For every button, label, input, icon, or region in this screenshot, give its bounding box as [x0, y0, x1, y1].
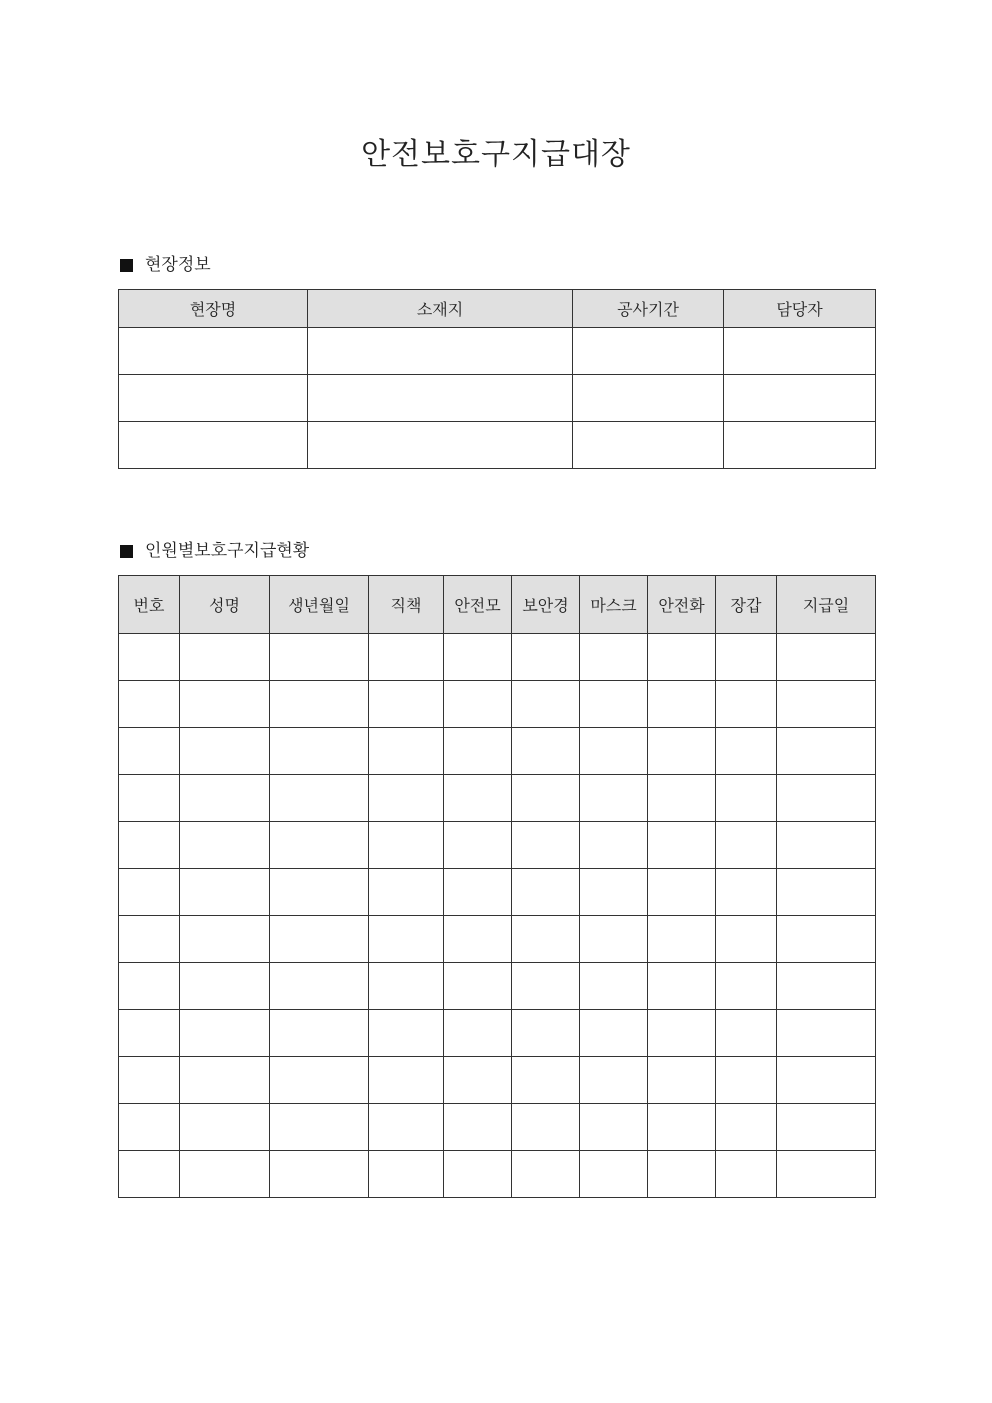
- table-row: [119, 916, 876, 963]
- table-cell[interactable]: [369, 963, 444, 1010]
- table-cell[interactable]: [119, 869, 180, 916]
- table-cell[interactable]: [580, 916, 648, 963]
- black-square-icon: [120, 545, 133, 558]
- table-cell[interactable]: [777, 775, 876, 822]
- table-cell[interactable]: [580, 1104, 648, 1151]
- table-cell[interactable]: [444, 1057, 512, 1104]
- table-row: [119, 422, 876, 469]
- table-row: [119, 375, 876, 422]
- table-cell[interactable]: [648, 681, 716, 728]
- table-cell[interactable]: [270, 1104, 369, 1151]
- table-cell[interactable]: [716, 1151, 777, 1198]
- table-cell[interactable]: [580, 775, 648, 822]
- column-header-safety-goggles: 보안경: [512, 576, 580, 634]
- table-cell[interactable]: [119, 1104, 180, 1151]
- column-header-position: 직책: [369, 576, 444, 634]
- table-cell[interactable]: [369, 634, 444, 681]
- staff-issuance-header-row: [119, 576, 876, 634]
- column-header-gloves: 장갑: [716, 576, 777, 634]
- column-header-number: 번호: [119, 576, 180, 634]
- table-cell[interactable]: [180, 963, 270, 1010]
- table-cell[interactable]: [369, 681, 444, 728]
- table-cell[interactable]: [270, 1057, 369, 1104]
- table-cell[interactable]: [119, 634, 180, 681]
- table-cell[interactable]: [648, 1010, 716, 1057]
- table-cell[interactable]: [777, 1057, 876, 1104]
- table-cell[interactable]: [180, 869, 270, 916]
- table-cell[interactable]: [444, 869, 512, 916]
- table-cell[interactable]: [308, 328, 573, 375]
- table-cell[interactable]: [777, 1010, 876, 1057]
- table-cell[interactable]: [648, 1151, 716, 1198]
- table-cell[interactable]: [512, 822, 580, 869]
- site-info-heading: [120, 253, 211, 277]
- table-cell[interactable]: [512, 1010, 580, 1057]
- table-cell[interactable]: [777, 916, 876, 963]
- table-cell[interactable]: [270, 822, 369, 869]
- table-cell[interactable]: [308, 422, 573, 469]
- table-cell[interactable]: [180, 634, 270, 681]
- table-cell[interactable]: [580, 963, 648, 1010]
- table-cell[interactable]: [580, 1057, 648, 1104]
- table-cell[interactable]: [180, 1010, 270, 1057]
- table-cell[interactable]: [777, 1151, 876, 1198]
- table-row: [119, 1057, 876, 1104]
- table-cell[interactable]: [369, 822, 444, 869]
- table-cell[interactable]: [580, 822, 648, 869]
- table-cell[interactable]: [512, 916, 580, 963]
- table-cell[interactable]: [512, 963, 580, 1010]
- table-row: [119, 1151, 876, 1198]
- table-cell[interactable]: [270, 728, 369, 775]
- table-cell[interactable]: [777, 1104, 876, 1151]
- column-header-safety-helmet: 안전모: [444, 576, 512, 634]
- table-cell[interactable]: [369, 1151, 444, 1198]
- column-header-location: 소재지: [308, 290, 573, 328]
- table-cell[interactable]: [716, 775, 777, 822]
- table-cell[interactable]: [180, 681, 270, 728]
- table-cell[interactable]: [444, 916, 512, 963]
- table-cell[interactable]: [369, 916, 444, 963]
- table-row: [119, 634, 876, 681]
- staff-issuance-heading: [120, 539, 309, 563]
- staff-issuance-heading-text: 인원별보호구지급현황: [145, 541, 310, 561]
- column-header-manager: 담당자: [724, 290, 876, 328]
- table-cell[interactable]: [119, 963, 180, 1010]
- column-header-birthdate: 생년월일: [270, 576, 369, 634]
- table-cell[interactable]: [716, 869, 777, 916]
- table-cell[interactable]: [512, 634, 580, 681]
- table-cell[interactable]: [580, 634, 648, 681]
- table-row: [119, 681, 876, 728]
- table-cell[interactable]: [444, 822, 512, 869]
- table-cell[interactable]: [444, 681, 512, 728]
- column-header-issue-date: 지급일: [777, 576, 876, 634]
- table-cell[interactable]: [573, 422, 724, 469]
- table-cell[interactable]: [777, 963, 876, 1010]
- table-cell[interactable]: [512, 775, 580, 822]
- table-cell[interactable]: [716, 963, 777, 1010]
- site-info-table: [118, 289, 876, 469]
- table-cell[interactable]: [648, 1057, 716, 1104]
- table-cell[interactable]: [369, 869, 444, 916]
- table-cell[interactable]: [270, 681, 369, 728]
- table-cell[interactable]: [716, 681, 777, 728]
- table-cell[interactable]: [580, 1151, 648, 1198]
- table-cell[interactable]: [369, 1104, 444, 1151]
- table-cell[interactable]: [777, 681, 876, 728]
- table-cell[interactable]: [369, 1010, 444, 1057]
- column-header-mask: 마스크: [580, 576, 648, 634]
- column-header-site-name: 현장명: [119, 290, 308, 328]
- table-cell[interactable]: [716, 916, 777, 963]
- table-cell[interactable]: [648, 869, 716, 916]
- table-cell[interactable]: [512, 728, 580, 775]
- table-cell[interactable]: [724, 328, 876, 375]
- table-cell[interactable]: [580, 869, 648, 916]
- table-cell[interactable]: [648, 822, 716, 869]
- table-cell[interactable]: [716, 1010, 777, 1057]
- table-cell[interactable]: [180, 1057, 270, 1104]
- table-cell[interactable]: [777, 634, 876, 681]
- table-cell[interactable]: [648, 775, 716, 822]
- table-cell[interactable]: [444, 1104, 512, 1151]
- table-cell[interactable]: [512, 869, 580, 916]
- table-cell[interactable]: [573, 375, 724, 422]
- site-info-header-row: [119, 290, 876, 328]
- table-cell[interactable]: [308, 375, 573, 422]
- table-cell[interactable]: [444, 963, 512, 1010]
- table-cell[interactable]: [716, 634, 777, 681]
- table-row: [119, 822, 876, 869]
- table-cell[interactable]: [573, 328, 724, 375]
- table-cell[interactable]: [580, 681, 648, 728]
- table-cell[interactable]: [180, 1104, 270, 1151]
- table-cell[interactable]: [724, 375, 876, 422]
- table-cell[interactable]: [369, 728, 444, 775]
- black-square-icon: [120, 259, 133, 272]
- table-cell[interactable]: [119, 822, 180, 869]
- table-row: [119, 1010, 876, 1057]
- table-cell[interactable]: [777, 728, 876, 775]
- table-cell[interactable]: [119, 422, 308, 469]
- table-cell[interactable]: [180, 728, 270, 775]
- table-cell[interactable]: [270, 916, 369, 963]
- table-cell[interactable]: [270, 775, 369, 822]
- table-cell[interactable]: [648, 963, 716, 1010]
- table-cell[interactable]: [119, 1010, 180, 1057]
- table-cell[interactable]: [119, 1057, 180, 1104]
- table-row: [119, 775, 876, 822]
- table-cell[interactable]: [648, 728, 716, 775]
- table-cell[interactable]: [716, 822, 777, 869]
- column-header-construction-period: 공사기간: [573, 290, 724, 328]
- table-cell[interactable]: [777, 822, 876, 869]
- table-cell[interactable]: [119, 728, 180, 775]
- table-cell[interactable]: [119, 328, 308, 375]
- table-cell[interactable]: [444, 634, 512, 681]
- table-cell[interactable]: [270, 963, 369, 1010]
- table-cell[interactable]: [580, 728, 648, 775]
- table-cell[interactable]: [512, 1104, 580, 1151]
- table-cell[interactable]: [180, 1151, 270, 1198]
- table-cell[interactable]: [648, 634, 716, 681]
- table-cell[interactable]: [180, 822, 270, 869]
- table-cell[interactable]: [369, 1057, 444, 1104]
- table-row: [119, 728, 876, 775]
- table-cell[interactable]: [777, 869, 876, 916]
- column-header-name: 성명: [180, 576, 270, 634]
- table-cell[interactable]: [724, 422, 876, 469]
- table-cell[interactable]: [444, 1151, 512, 1198]
- table-cell[interactable]: [119, 775, 180, 822]
- table-cell[interactable]: [119, 681, 180, 728]
- table-cell[interactable]: [270, 869, 369, 916]
- table-cell[interactable]: [716, 1057, 777, 1104]
- table-cell[interactable]: [648, 916, 716, 963]
- table-cell[interactable]: [716, 1104, 777, 1151]
- table-cell[interactable]: [716, 728, 777, 775]
- table-cell[interactable]: [270, 1010, 369, 1057]
- table-cell[interactable]: [180, 916, 270, 963]
- table-cell[interactable]: [512, 1057, 580, 1104]
- table-cell[interactable]: [512, 681, 580, 728]
- table-row: [119, 1104, 876, 1151]
- table-cell[interactable]: [119, 916, 180, 963]
- column-header-safety-shoes: 안전화: [648, 576, 716, 634]
- table-cell[interactable]: [580, 1010, 648, 1057]
- table-cell[interactable]: [180, 775, 270, 822]
- table-cell[interactable]: [270, 634, 369, 681]
- table-cell[interactable]: [369, 775, 444, 822]
- table-cell[interactable]: [512, 1151, 580, 1198]
- document-title: 안전보호구지급대장: [361, 137, 631, 172]
- table-row: [119, 328, 876, 375]
- table-cell[interactable]: [119, 1151, 180, 1198]
- table-cell[interactable]: [648, 1104, 716, 1151]
- site-info-heading-text: 현장정보: [145, 255, 211, 275]
- table-cell[interactable]: [444, 775, 512, 822]
- table-row: [119, 963, 876, 1010]
- table-cell[interactable]: [119, 375, 308, 422]
- table-cell[interactable]: [444, 728, 512, 775]
- table-cell[interactable]: [270, 1151, 369, 1198]
- table-row: [119, 869, 876, 916]
- staff-issuance-table: [118, 575, 876, 1198]
- table-cell[interactable]: [444, 1010, 512, 1057]
